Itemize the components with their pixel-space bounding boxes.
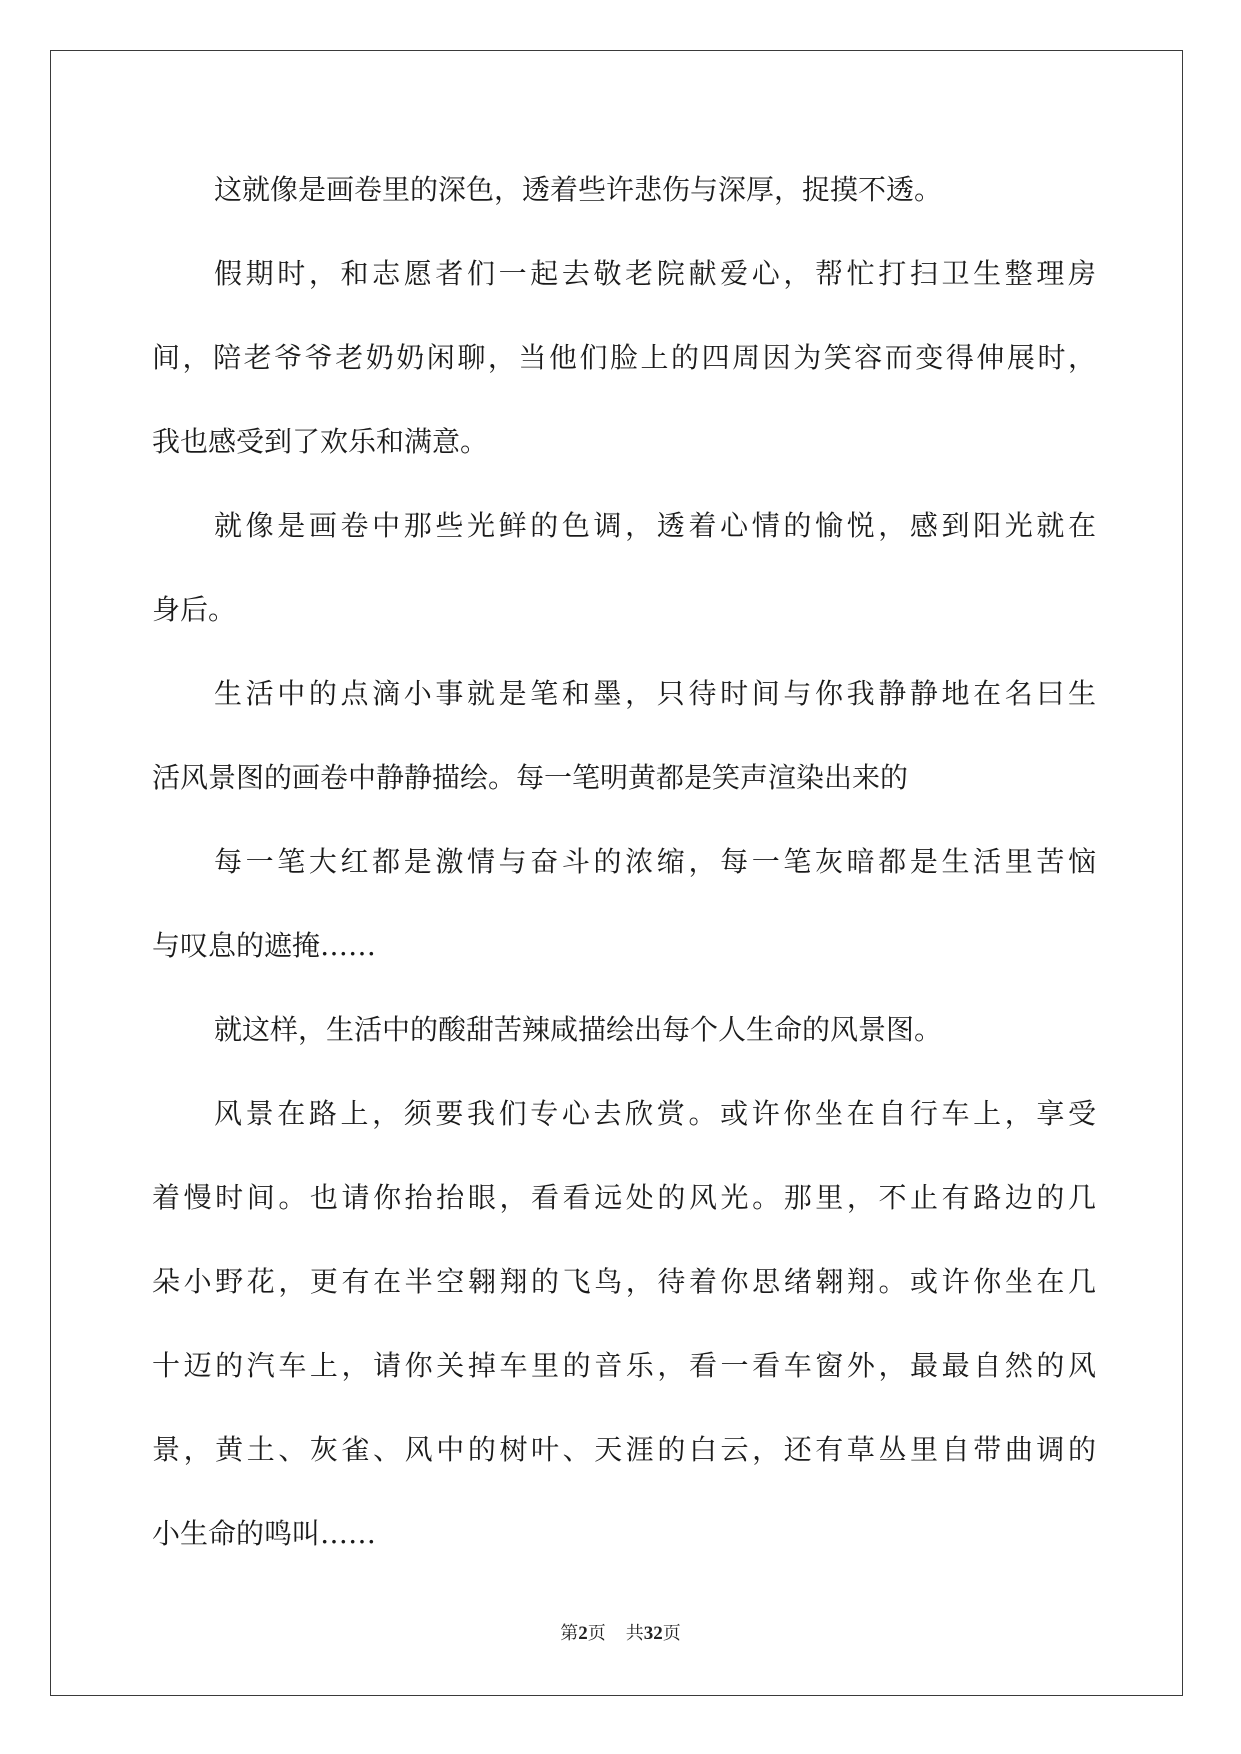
text-line: 每一笔大红都是激情与奋斗的浓缩，每一笔灰暗都是生活里苦恼	[214, 845, 1096, 878]
total-prefix: 共	[625, 1623, 644, 1644]
total-page-count: 32	[643, 1623, 663, 1644]
text-line: 活风景图的画卷中静静描绘。每一笔明黄都是笑声渲染出来的	[152, 761, 909, 794]
text-line: 小生命的鸣叫……	[152, 1517, 377, 1550]
page-prefix: 第	[560, 1623, 579, 1644]
page-suffix: 页	[587, 1623, 606, 1644]
current-page-number: 2	[578, 1623, 588, 1644]
text-line: 朵小野花，更有在半空翱翔的飞鸟，待着你思绪翱翔。或许你坐在几	[152, 1265, 1096, 1298]
text-line: 生活中的点滴小事就是笔和墨，只待时间与你我静静地在名曰生	[214, 677, 1096, 710]
total-suffix: 页	[662, 1623, 681, 1644]
text-line: 我也感受到了欢乐和满意。	[152, 425, 489, 458]
text-line: 与叹息的遮掩……	[152, 929, 377, 962]
text-line: 就像是画卷中那些光鲜的色调，透着心情的愉悦，感到阳光就在	[214, 509, 1096, 542]
text-line: 这就像是画卷里的深色，透着些许悲伤与深厚，捉摸不透。	[214, 173, 943, 206]
text-line: 就这样，生活中的酸甜苦辣咸描绘出每个人生命的风景图。	[214, 1013, 943, 1046]
text-line: 十迈的汽车上，请你关掉车里的音乐，看一看车窗外，最最自然的风	[152, 1349, 1096, 1382]
page-footer	[0, 1619, 1241, 1645]
document-body	[152, 148, 1096, 1576]
text-line: 假期时，和志愿者们一起去敬老院献爱心，帮忙打扫卫生整理房	[214, 257, 1096, 290]
text-line: 风景在路上，须要我们专心去欣赏。或许你坐在自行车上，享受	[214, 1097, 1096, 1130]
text-line: 身后。	[152, 593, 237, 626]
text-line: 间，陪老爷爷老奶奶闲聊，当他们脸上的四周因为笑容而变得伸展时，	[152, 341, 1096, 374]
text-line: 着慢时间。也请你抬抬眼，看看远处的风光。那里，不止有路边的几	[152, 1181, 1096, 1214]
text-line: 景，黄土、灰雀、风中的树叶、天涯的白云，还有草丛里自带曲调的	[152, 1433, 1096, 1466]
